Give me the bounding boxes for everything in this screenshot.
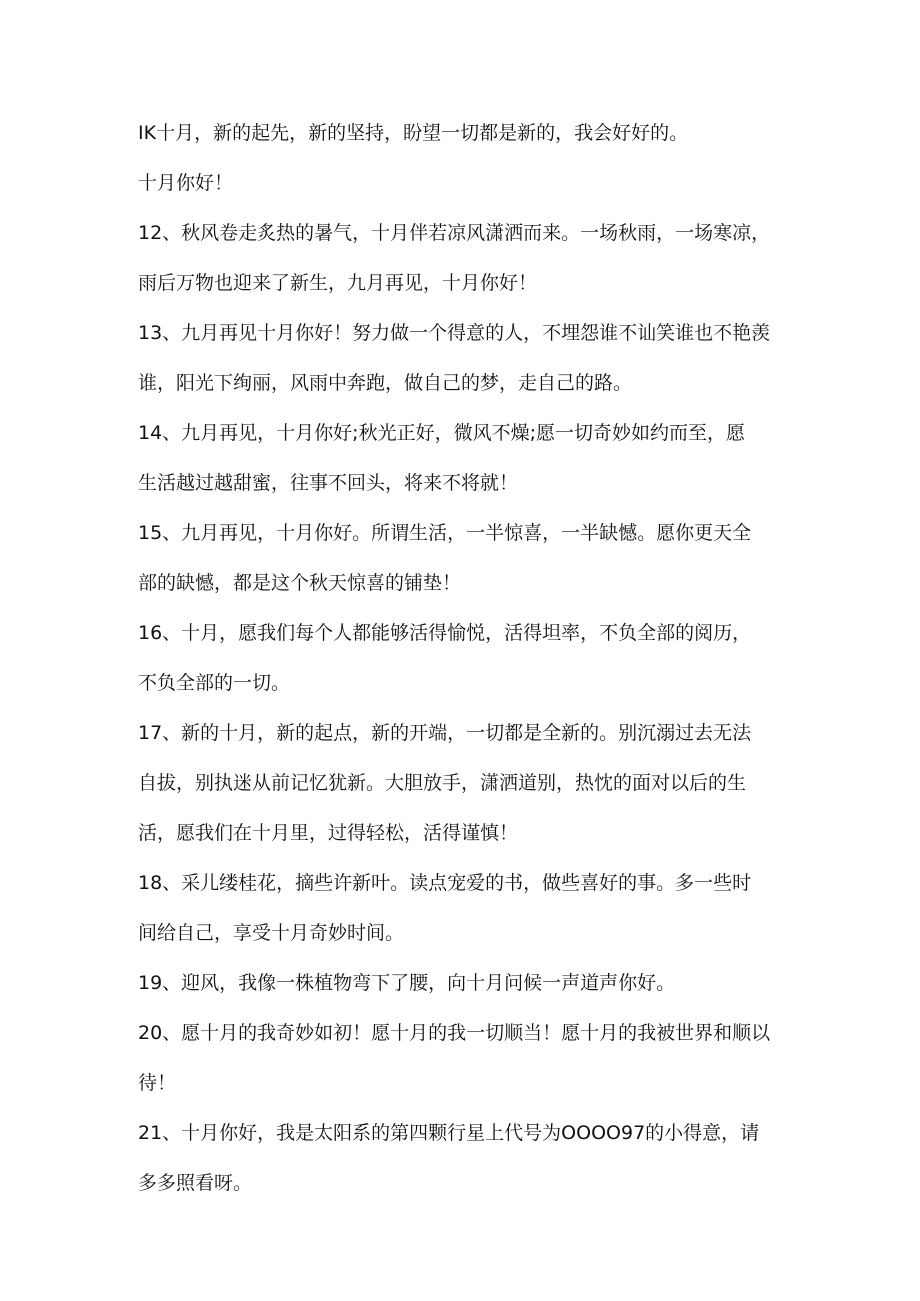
paragraph-item-15	[138, 520, 798, 596]
paragraph-item-19	[138, 970, 798, 996]
text-line: 自拔，别执迷从前记忆犹新。大胆放手，潇洒道别，热忱的面对以后的生	[138, 772, 747, 794]
paragraph-item-21	[138, 1120, 798, 1196]
document-body	[138, 120, 798, 1220]
paragraph-item-20	[138, 1020, 798, 1096]
text-line: IK十月，新的起先，新的坚持，盼望一切都是新的，我会好好的。	[138, 122, 689, 144]
text-line: 十月你好！	[138, 172, 234, 194]
text-line: 12、秋风卷走炙热的暑气，十月伴若凉风潇洒而来。一场秋雨，一场寒凉，	[138, 222, 771, 244]
text-line: 雨后万物也迎来了新生，九月再见，十月你好！	[138, 272, 538, 294]
text-line: 生活越过越甜蜜，往事不回头，将来不将就！	[138, 472, 519, 494]
text-line: 部的缺憾，都是这个秋天惊喜的铺垫！	[138, 572, 462, 594]
paragraph-item-17	[138, 720, 798, 846]
paragraph-item-13	[138, 320, 798, 396]
paragraph-item-18	[138, 870, 798, 946]
text-line: 间给自己，享受十月奇妙时间。	[138, 922, 405, 944]
text-line: 活，愿我们在十月里，过得轻松，活得谨慎！	[138, 822, 519, 844]
paragraph-item-16	[138, 620, 798, 696]
text-line: 17、新的十月，新的起点，新的开端，一切都是全新的。别沉溺过去无法	[138, 722, 752, 744]
text-line: 不负全部的一切。	[138, 672, 291, 694]
text-line: 14、九月再见，十月你好;秋光正好，微风不燥;愿一切奇妙如约而至，愿	[138, 422, 745, 444]
text-line: 20、愿十月的我奇妙如初！愿十月的我一切顺当！愿十月的我被世界和顺以	[138, 1022, 771, 1044]
text-line: 16、十月，愿我们每个人都能够活得愉悦，活得坦率，不负全部的阅历，	[138, 622, 752, 644]
text-line: 谁，阳光下绚丽，风雨中奔跑，做自己的梦，走自己的路。	[138, 372, 633, 394]
text-line: 15、九月再见，十月你好。所谓生活，一半惊喜，一半缺憾。愿你更天全	[138, 522, 752, 544]
paragraph-hello-october	[138, 170, 798, 196]
text-line: 13、九月再见十月你好！努力做一个得意的人，不埋怨谁不讪笑谁也不艳羡	[138, 322, 771, 344]
paragraph-item-12	[138, 220, 798, 296]
text-line: 多多照看呀。	[138, 1172, 253, 1194]
text-line: 18、采儿缕桂花，摘些许新叶。读点宠爱的书，做些喜好的事。多一些时	[138, 872, 752, 894]
text-line: 待！	[138, 1072, 177, 1094]
paragraph-item-14	[138, 420, 798, 496]
text-line: 19、迎风，我像一株植物弯下了腰，向十月问候一声道声你好。	[138, 972, 676, 994]
text-line: 21、十月你好，我是太阳系的第四颗行星上代号为OOOO97的小得意，请	[138, 1122, 760, 1144]
paragraph-ik-intro	[138, 120, 798, 146]
